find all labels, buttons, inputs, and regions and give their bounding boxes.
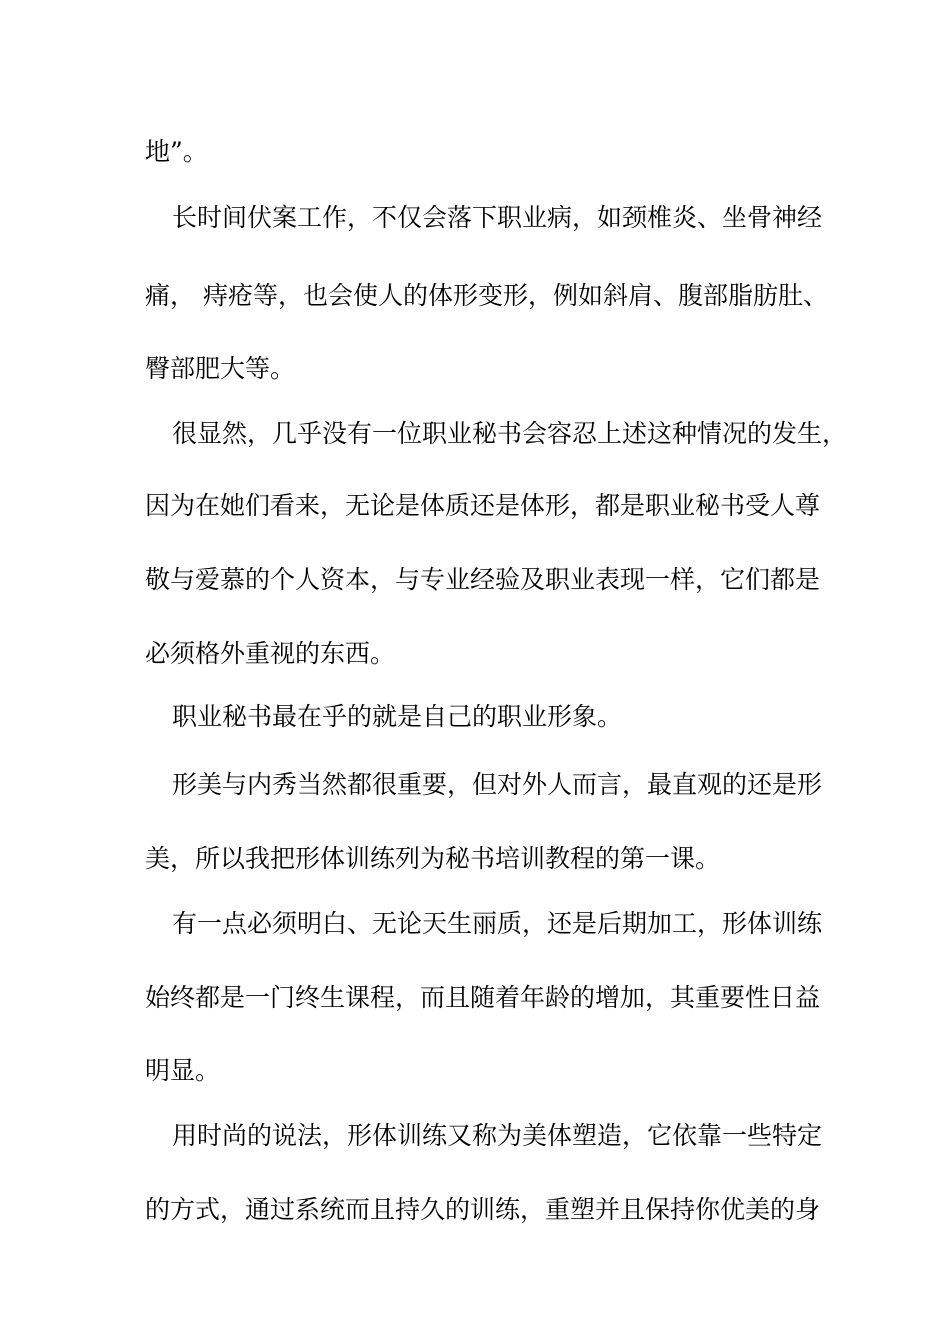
text-line: 很显然，几乎没有一位职业秘书会容忍上述这种情况的发生，	[172, 419, 848, 448]
text-line: 臀部肥大等。	[145, 354, 296, 383]
text-line: 有一点必须明白、无论天生丽质，还是后期加工，形体训练	[172, 909, 823, 938]
text-line: 职业秘书最在乎的就是自己的职业形象。	[172, 702, 623, 731]
text-line: 敬与爱慕的个人资本，与专业经验及职业表现一样，它们都是	[145, 565, 821, 594]
text-line: 地”。	[145, 137, 208, 166]
text-line: 形美与内秀当然都很重要，但对外人而言，最直观的还是形	[172, 770, 823, 799]
text-line: 痛， 痔疮等，也会使人的体形变形，例如斜肩、腹部脂肪肚、	[145, 281, 828, 310]
text-line: 因为在她们看来，无论是体质还是体形，都是职业秘书受人尊	[145, 491, 821, 520]
text-line: 美，所以我把形体训练列为秘书培训教程的第一课。	[145, 844, 721, 873]
text-line: 长时间伏案工作，不仅会落下职业病，如颈椎炎、坐骨神经	[172, 203, 823, 232]
text-line: 明显。	[145, 1056, 221, 1085]
text-line: 必须格外重视的东西。	[145, 639, 396, 668]
text-line: 始终都是一门终生课程，而且随着年龄的增加，其重要性日益	[145, 983, 821, 1012]
text-line: 的方式，通过系统而且持久的训练，重塑并且保持你优美的身	[145, 1195, 821, 1224]
text-line: 用时尚的说法，形体训练又称为美体塑造，它依靠一些特定	[172, 1121, 823, 1150]
